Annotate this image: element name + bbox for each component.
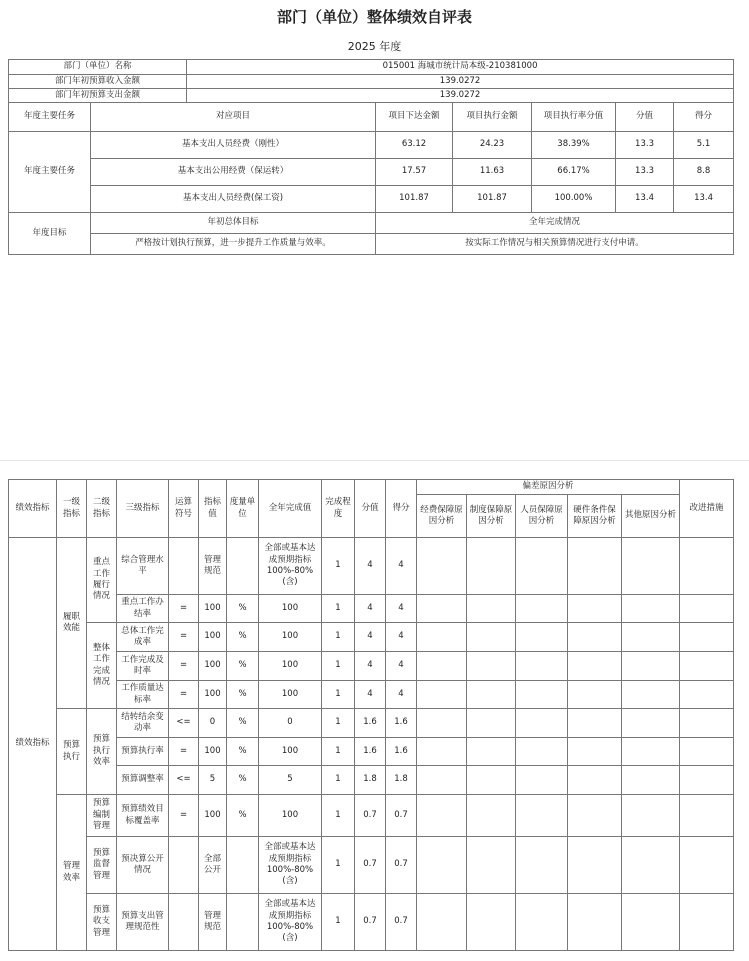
- header-deviation: 偏差原因分析: [417, 480, 680, 495]
- empty-cell: [622, 738, 680, 766]
- header-degree: 完成程度: [322, 480, 355, 538]
- empty-cell: [516, 709, 568, 738]
- op-cell: [169, 894, 199, 951]
- target-cell: 管理规范: [199, 894, 227, 951]
- level3-cell: 综合管理水平: [117, 538, 169, 595]
- empty-cell: [417, 681, 467, 709]
- header-op: 运算符号: [169, 480, 199, 538]
- header-improve: 改进措施: [680, 480, 734, 538]
- empty-cell: [516, 623, 568, 652]
- score-value-cell: 4: [355, 652, 386, 681]
- performance-table: [8, 479, 734, 951]
- empty-cell: [568, 595, 622, 623]
- unit-cell: %: [227, 652, 259, 681]
- empty-cell: [622, 766, 680, 795]
- op-cell: <=: [169, 766, 199, 795]
- score-cell: 4: [386, 681, 417, 709]
- empty-cell: [417, 652, 467, 681]
- empty-cell: [622, 795, 680, 837]
- empty-cell: [417, 595, 467, 623]
- target-cell: 5: [199, 766, 227, 795]
- actual-cell: 0: [259, 709, 322, 738]
- score-cell: 1.6: [386, 709, 417, 738]
- score-cell: 1.8: [386, 766, 417, 795]
- score-value-cell: 0.7: [355, 837, 386, 894]
- header-dev-hardware: 硬件条件保障原因分析: [568, 495, 622, 538]
- empty-cell: [680, 837, 734, 894]
- empty-cell: [568, 738, 622, 766]
- score-cell: 4: [386, 538, 417, 595]
- level3-cell: 预算调整率: [117, 766, 169, 795]
- table-row: [9, 766, 734, 795]
- degree-cell: 1: [322, 538, 355, 595]
- level3-cell: 结转结余变动率: [117, 709, 169, 738]
- score-value-cell: 1.6: [355, 738, 386, 766]
- score-cell: 4: [386, 652, 417, 681]
- level3-cell: 重点工作办结率: [117, 595, 169, 623]
- task-executed: 101.87: [453, 186, 532, 213]
- empty-cell: [680, 738, 734, 766]
- degree-cell: 1: [322, 837, 355, 894]
- empty-cell: [467, 837, 516, 894]
- unit-cell: [227, 538, 259, 595]
- task-score-value: 13.4: [616, 186, 674, 213]
- empty-cell: [516, 595, 568, 623]
- op-cell: =: [169, 595, 199, 623]
- task-row: [9, 186, 734, 213]
- target-cell: 全部公开: [199, 837, 227, 894]
- empty-cell: [417, 738, 467, 766]
- actual-cell: 全部或基本达成预期指标 100%-80%(含): [259, 894, 322, 951]
- summary-table: [8, 59, 734, 255]
- col-header-project: 对应项目: [91, 103, 376, 132]
- score-value-cell: 0.7: [355, 795, 386, 837]
- empty-cell: [622, 538, 680, 595]
- op-cell: =: [169, 623, 199, 652]
- header-score-value: 分值: [355, 480, 386, 538]
- unit-cell: %: [227, 623, 259, 652]
- task-project: 基本支出人员经费（刚性）: [91, 132, 376, 159]
- degree-cell: 1: [322, 623, 355, 652]
- empty-cell: [568, 538, 622, 595]
- empty-cell: [467, 595, 516, 623]
- header-dev-staff: 人员保障原因分析: [516, 495, 568, 538]
- goal-initial-text: 严格按计划执行预算，进一步提升工作质量与效率。: [91, 234, 376, 255]
- goal-initial-header: 年初总体目标: [91, 213, 376, 234]
- actual-cell: 100: [259, 623, 322, 652]
- degree-cell: 1: [322, 681, 355, 709]
- empty-cell: [516, 766, 568, 795]
- unit-name-value: 015001 海城市统计局本级-210381000: [187, 60, 734, 75]
- table-row: [9, 837, 734, 894]
- year-label: 2025 年度: [347, 40, 402, 53]
- score-value-cell: 4: [355, 623, 386, 652]
- empty-cell: [622, 681, 680, 709]
- op-cell: =: [169, 652, 199, 681]
- task-header-label: 年度主要任务: [9, 103, 91, 132]
- task-score: 8.8: [674, 159, 734, 186]
- empty-cell: [680, 894, 734, 951]
- op-cell: [169, 538, 199, 595]
- task-project: 基本支出公用经费（保运转）: [91, 159, 376, 186]
- task-issued: 63.12: [376, 132, 453, 159]
- empty-cell: [516, 652, 568, 681]
- header-level2: 二级指标: [87, 480, 117, 538]
- empty-cell: [680, 538, 734, 595]
- task-row: [9, 159, 734, 186]
- expense-label: 部门年初预算支出金额: [9, 89, 187, 103]
- page-divider: [0, 460, 749, 461]
- score-value-cell: 1.8: [355, 766, 386, 795]
- empty-cell: [622, 709, 680, 738]
- empty-cell: [680, 623, 734, 652]
- unit-cell: %: [227, 595, 259, 623]
- task-row-label: 年度主要任务: [9, 132, 91, 213]
- score-value-cell: 4: [355, 538, 386, 595]
- empty-cell: [516, 837, 568, 894]
- empty-cell: [467, 709, 516, 738]
- task-header-row: [9, 103, 734, 132]
- empty-cell: [467, 738, 516, 766]
- empty-cell: [622, 595, 680, 623]
- task-rate: 100.00%: [532, 186, 616, 213]
- income-value: 139.0272: [187, 75, 734, 89]
- degree-cell: 1: [322, 766, 355, 795]
- expense-value: 139.0272: [187, 89, 734, 103]
- table-row: [9, 738, 734, 766]
- degree-cell: 1: [322, 738, 355, 766]
- col-header-executed: 项目执行金额: [453, 103, 532, 132]
- task-project: 基本支出人员经费(保工资): [91, 186, 376, 213]
- expense-row: [9, 89, 734, 103]
- empty-cell: [622, 652, 680, 681]
- table-row: [9, 681, 734, 709]
- col-header-score-value: 分值: [616, 103, 674, 132]
- goal-completion-text: 按实际工作情况与相关预算情况进行支付申请。: [376, 234, 734, 255]
- task-score-value: 13.3: [616, 159, 674, 186]
- empty-cell: [568, 681, 622, 709]
- level2-label: 预算收支管理: [87, 894, 117, 951]
- op-cell: =: [169, 738, 199, 766]
- unit-cell: [227, 837, 259, 894]
- task-issued: 101.87: [376, 186, 453, 213]
- level3-cell: 预算执行率: [117, 738, 169, 766]
- main-indicator-label: 绩效指标: [9, 538, 57, 951]
- op-cell: =: [169, 795, 199, 837]
- task-score-value: 13.3: [616, 132, 674, 159]
- goal-completion-header: 全年完成情况: [376, 213, 734, 234]
- header-level1: 一级指标: [57, 480, 87, 538]
- unit-cell: %: [227, 795, 259, 837]
- level3-cell: 工作完成及时率: [117, 652, 169, 681]
- op-cell: =: [169, 681, 199, 709]
- empty-cell: [467, 766, 516, 795]
- task-executed: 11.63: [453, 159, 532, 186]
- empty-cell: [417, 538, 467, 595]
- empty-cell: [467, 538, 516, 595]
- unit-name-row: [9, 60, 734, 75]
- empty-cell: [568, 766, 622, 795]
- score-cell: 1.6: [386, 738, 417, 766]
- header-target: 指标值: [199, 480, 227, 538]
- perf-header-row: [9, 480, 734, 495]
- degree-cell: 1: [322, 795, 355, 837]
- task-executed: 24.23: [453, 132, 532, 159]
- empty-cell: [568, 837, 622, 894]
- empty-cell: [516, 681, 568, 709]
- level2-label: 预算执行效率: [87, 709, 117, 795]
- degree-cell: 1: [322, 894, 355, 951]
- score-value-cell: 4: [355, 595, 386, 623]
- empty-cell: [680, 652, 734, 681]
- empty-cell: [516, 795, 568, 837]
- table-row: [9, 623, 734, 652]
- empty-cell: [568, 894, 622, 951]
- target-cell: 管理规范: [199, 538, 227, 595]
- score-value-cell: 4: [355, 681, 386, 709]
- task-issued: 17.57: [376, 159, 453, 186]
- score-cell: 0.7: [386, 837, 417, 894]
- empty-cell: [417, 894, 467, 951]
- empty-cell: [622, 623, 680, 652]
- empty-cell: [417, 795, 467, 837]
- header-actual: 全年完成值: [259, 480, 322, 538]
- degree-cell: 1: [322, 595, 355, 623]
- empty-cell: [467, 623, 516, 652]
- unit-name-label: 部门（单位）名称: [9, 60, 187, 75]
- page-title: 部门（单位）整体绩效自评表: [276, 8, 472, 26]
- level2-label: 预算编制管理: [87, 795, 117, 837]
- empty-cell: [568, 709, 622, 738]
- empty-cell: [467, 652, 516, 681]
- target-cell: 0: [199, 709, 227, 738]
- task-rate: 66.17%: [532, 159, 616, 186]
- income-row: [9, 75, 734, 89]
- empty-cell: [680, 709, 734, 738]
- level3-cell: 预决算公开情况: [117, 837, 169, 894]
- empty-cell: [680, 795, 734, 837]
- actual-cell: 100: [259, 681, 322, 709]
- op-cell: <=: [169, 709, 199, 738]
- level2-label: 重点工作履行情况: [87, 538, 117, 623]
- empty-cell: [467, 795, 516, 837]
- actual-cell: 全部或基本达成预期指标 100%-80%(含): [259, 837, 322, 894]
- level2-label: 整体工作完成情况: [87, 623, 117, 709]
- col-header-issued: 项目下达金额: [376, 103, 453, 132]
- level3-cell: 预算绩效目标覆盖率: [117, 795, 169, 837]
- target-cell: 100: [199, 652, 227, 681]
- score-value-cell: 1.6: [355, 709, 386, 738]
- table-row: [9, 595, 734, 623]
- col-header-score: 得分: [674, 103, 734, 132]
- unit-cell: [227, 894, 259, 951]
- actual-cell: 100: [259, 738, 322, 766]
- empty-cell: [516, 538, 568, 595]
- header-dev-fund: 经费保障原因分析: [417, 495, 467, 538]
- empty-cell: [516, 894, 568, 951]
- actual-cell: 100: [259, 652, 322, 681]
- op-cell: [169, 837, 199, 894]
- unit-cell: %: [227, 709, 259, 738]
- table-row: [9, 652, 734, 681]
- level1-label: 管理效率: [57, 795, 87, 951]
- empty-cell: [467, 681, 516, 709]
- task-score: 13.4: [674, 186, 734, 213]
- income-label: 部门年初预算收入金额: [9, 75, 187, 89]
- goal-header-row: [9, 213, 734, 234]
- empty-cell: [568, 652, 622, 681]
- actual-cell: 5: [259, 766, 322, 795]
- empty-cell: [417, 766, 467, 795]
- goal-content-row: [9, 234, 734, 255]
- header-level3: 三级指标: [117, 480, 169, 538]
- empty-cell: [622, 837, 680, 894]
- table-row: [9, 538, 734, 595]
- target-cell: 100: [199, 738, 227, 766]
- task-rate: 38.39%: [532, 132, 616, 159]
- header-dev-other: 其他原因分析: [622, 495, 680, 538]
- target-cell: 100: [199, 681, 227, 709]
- score-cell: 0.7: [386, 894, 417, 951]
- empty-cell: [516, 738, 568, 766]
- level3-cell: 总体工作完成率: [117, 623, 169, 652]
- col-header-rate: 项目执行率分值: [532, 103, 616, 132]
- target-cell: 100: [199, 623, 227, 652]
- empty-cell: [680, 595, 734, 623]
- empty-cell: [417, 709, 467, 738]
- goal-label: 年度目标: [9, 213, 91, 255]
- empty-cell: [622, 894, 680, 951]
- actual-cell: 100: [259, 795, 322, 837]
- header-score: 得分: [386, 480, 417, 538]
- unit-cell: %: [227, 681, 259, 709]
- level1-label: 预算执行: [57, 709, 87, 795]
- empty-cell: [568, 795, 622, 837]
- header-indicator: 绩效指标: [9, 480, 57, 538]
- unit-cell: %: [227, 738, 259, 766]
- target-cell: 100: [199, 795, 227, 837]
- score-cell: 4: [386, 595, 417, 623]
- score-cell: 0.7: [386, 795, 417, 837]
- empty-cell: [568, 623, 622, 652]
- empty-cell: [417, 623, 467, 652]
- degree-cell: 1: [322, 652, 355, 681]
- level2-label: 预算监督管理: [87, 837, 117, 894]
- actual-cell: 全部或基本达成预期指标 100%-80%(含): [259, 538, 322, 595]
- task-score: 5.1: [674, 132, 734, 159]
- empty-cell: [680, 766, 734, 795]
- target-cell: 100: [199, 595, 227, 623]
- table-row: [9, 894, 734, 951]
- task-row: [9, 132, 734, 159]
- level3-cell: 工作质量达标率: [117, 681, 169, 709]
- header-dev-system: 制度保障原因分析: [467, 495, 516, 538]
- level3-cell: 预算支出管理规范性: [117, 894, 169, 951]
- table-row: [9, 795, 734, 837]
- level1-label: 履职效能: [57, 538, 87, 709]
- empty-cell: [467, 894, 516, 951]
- empty-cell: [680, 681, 734, 709]
- actual-cell: 100: [259, 595, 322, 623]
- header-unit: 度量单位: [227, 480, 259, 538]
- score-value-cell: 0.7: [355, 894, 386, 951]
- table-row: [9, 709, 734, 738]
- unit-cell: %: [227, 766, 259, 795]
- degree-cell: 1: [322, 709, 355, 738]
- empty-cell: [417, 837, 467, 894]
- score-cell: 4: [386, 623, 417, 652]
